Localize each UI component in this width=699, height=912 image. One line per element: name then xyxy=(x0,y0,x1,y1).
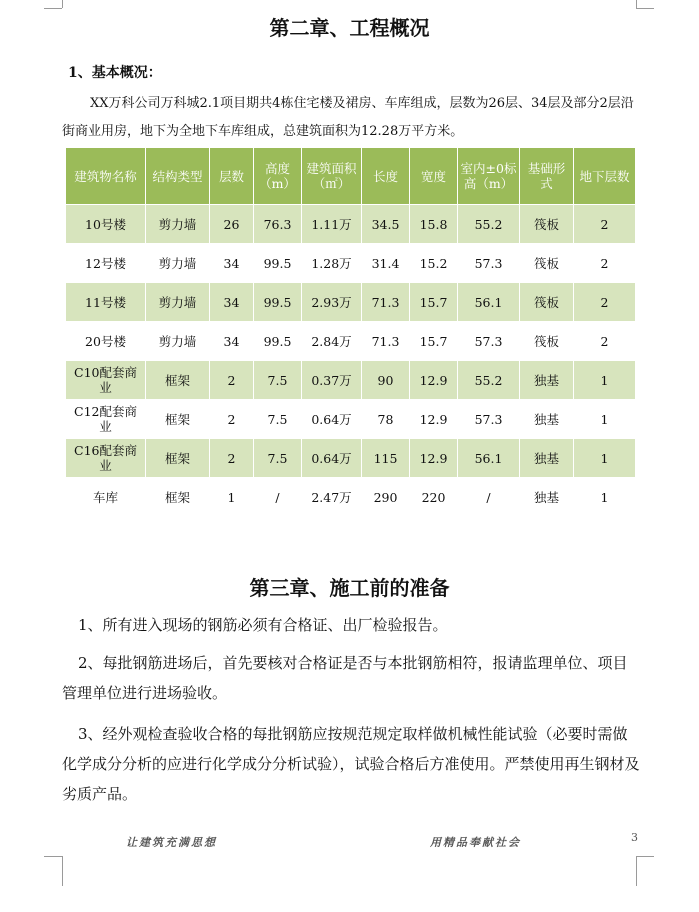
header-width: 宽度 xyxy=(410,148,458,205)
cell-basement: 1 xyxy=(574,400,636,439)
prep-item-3: 3、经外观检查验收合格的每批钢筋应按规范规定取样做机械性能试验（必要时需做化学成分分析的应进行化学成分分析试验），试验合格后方准使用。严禁使用再生钢材及劣质产品。 xyxy=(62,725,640,803)
footer-left-slogan: 让建筑充满思想 xyxy=(126,836,217,849)
cell-structure: 框架 xyxy=(146,400,210,439)
cell-basement: 2 xyxy=(574,283,636,322)
table-row xyxy=(66,439,636,478)
cell-floors: 2 xyxy=(210,361,254,400)
crop-mark xyxy=(636,856,637,886)
cell-elevation: 57.3 xyxy=(458,400,520,439)
cell-length: 34.5 xyxy=(362,205,410,244)
table-row xyxy=(66,205,636,244)
cell-height: 76.3 xyxy=(254,205,302,244)
cell-length: 31.4 xyxy=(362,244,410,283)
cell-height: 99.5 xyxy=(254,322,302,361)
cell-elevation: 57.3 xyxy=(458,322,520,361)
cell-area: 1.11万 xyxy=(302,205,362,244)
table-row xyxy=(66,400,636,439)
cell-basement: 2 xyxy=(574,205,636,244)
cell-name: C12配套商业 xyxy=(66,400,146,439)
cell-height: 99.5 xyxy=(254,244,302,283)
cell-structure: 剪力墙 xyxy=(146,205,210,244)
header-floors: 层数 xyxy=(210,148,254,205)
cell-basement: 1 xyxy=(574,439,636,478)
cell-width: 12.9 xyxy=(410,439,458,478)
cell-area: 0.64万 xyxy=(302,439,362,478)
header-structure: 结构类型 xyxy=(146,148,210,205)
cell-structure: 框架 xyxy=(146,439,210,478)
cell-name: 12号楼 xyxy=(66,244,146,283)
crop-mark xyxy=(62,0,63,8)
header-height: 高度（m） xyxy=(254,148,302,205)
header-foundation: 基础形式 xyxy=(520,148,574,205)
table-row xyxy=(66,478,636,517)
cell-foundation: 筏板 xyxy=(520,322,574,361)
cell-floors: 34 xyxy=(210,244,254,283)
cell-height: 7.5 xyxy=(254,439,302,478)
section1-heading: 1、基本概况： xyxy=(68,65,162,81)
cell-floors: 34 xyxy=(210,322,254,361)
cell-foundation: 独基 xyxy=(520,361,574,400)
cell-elevation: 56.1 xyxy=(458,283,520,322)
cell-width: 15.7 xyxy=(410,322,458,361)
building-overview-table xyxy=(65,147,636,517)
prep-item-2: 2、每批钢筋进场后，首先要核对合格证是否与本批钢筋相符，报请监理单位、项目管理单位进行进场验收。 xyxy=(62,654,628,702)
cell-height: 7.5 xyxy=(254,361,302,400)
header-elevation: 室内±0标高（m） xyxy=(458,148,520,205)
cell-floors: 2 xyxy=(210,400,254,439)
cell-height: 7.5 xyxy=(254,400,302,439)
cell-structure: 剪力墙 xyxy=(146,283,210,322)
cell-name: C16配套商业 xyxy=(66,439,146,478)
cell-width: 15.2 xyxy=(410,244,458,283)
cell-structure: 框架 xyxy=(146,361,210,400)
crop-mark xyxy=(44,8,62,9)
cell-height: / xyxy=(254,478,302,517)
cell-foundation: 独基 xyxy=(520,439,574,478)
cell-length: 71.3 xyxy=(362,322,410,361)
cell-length: 90 xyxy=(362,361,410,400)
intro-paragraph: XX万科公司万科城2.1项目期共4栋住宅楼及裙房、车库组成，层数为26层、34层及部分2层沿街商业用房，地下为全地下车库组成，总建筑面积为12.28万平方米。 xyxy=(62,96,634,139)
cell-basement: 2 xyxy=(574,244,636,283)
cell-foundation: 筏板 xyxy=(520,244,574,283)
cell-width: 15.8 xyxy=(410,205,458,244)
table-row xyxy=(66,361,636,400)
cell-elevation: 55.2 xyxy=(458,205,520,244)
cell-length: 71.3 xyxy=(362,283,410,322)
cell-basement: 1 xyxy=(574,361,636,400)
cell-length: 78 xyxy=(362,400,410,439)
prep-item-1: 1、所有进入现场的钢筋必须有合格证、出厂检验报告。 xyxy=(78,616,448,634)
chapter3-title: 第三章、施工前的准备 xyxy=(249,576,450,600)
crop-mark xyxy=(636,0,637,8)
cell-elevation: / xyxy=(458,478,520,517)
cell-elevation: 56.1 xyxy=(458,439,520,478)
table-header-row xyxy=(66,148,636,205)
cell-foundation: 筏板 xyxy=(520,205,574,244)
cell-name: 11号楼 xyxy=(66,283,146,322)
cell-width: 12.9 xyxy=(410,400,458,439)
chapter2-title: 第二章、工程概况 xyxy=(269,16,430,40)
header-name: 建筑物名称 xyxy=(66,148,146,205)
cell-name: 10号楼 xyxy=(66,205,146,244)
footer-right-slogan: 用精品奉献社会 xyxy=(430,836,521,849)
cell-elevation: 55.2 xyxy=(458,361,520,400)
header-area: 建筑面积（㎡） xyxy=(302,148,362,205)
cell-foundation: 独基 xyxy=(520,400,574,439)
cell-structure: 剪力墙 xyxy=(146,244,210,283)
table-row xyxy=(66,322,636,361)
cell-structure: 框架 xyxy=(146,478,210,517)
cell-length: 290 xyxy=(362,478,410,517)
cell-area: 2.84万 xyxy=(302,322,362,361)
cell-elevation: 57.3 xyxy=(458,244,520,283)
cell-area: 0.37万 xyxy=(302,361,362,400)
cell-height: 99.5 xyxy=(254,283,302,322)
cell-structure: 剪力墙 xyxy=(146,322,210,361)
cell-floors: 34 xyxy=(210,283,254,322)
cell-area: 1.28万 xyxy=(302,244,362,283)
cell-foundation: 筏板 xyxy=(520,283,574,322)
header-basement: 地下层数 xyxy=(574,148,636,205)
cell-name: C10配套商业 xyxy=(66,361,146,400)
crop-mark xyxy=(636,856,654,857)
table-row xyxy=(66,244,636,283)
table-row xyxy=(66,283,636,322)
cell-area: 2.47万 xyxy=(302,478,362,517)
page-number: 3 xyxy=(631,831,638,844)
header-length: 长度 xyxy=(362,148,410,205)
crop-mark xyxy=(62,856,63,886)
cell-basement: 2 xyxy=(574,322,636,361)
cell-width: 220 xyxy=(410,478,458,517)
cell-width: 15.7 xyxy=(410,283,458,322)
crop-mark xyxy=(636,8,654,9)
cell-floors: 1 xyxy=(210,478,254,517)
cell-area: 0.64万 xyxy=(302,400,362,439)
cell-basement: 1 xyxy=(574,478,636,517)
cell-floors: 26 xyxy=(210,205,254,244)
cell-length: 115 xyxy=(362,439,410,478)
crop-mark xyxy=(44,856,62,857)
cell-name: 20号楼 xyxy=(66,322,146,361)
cell-floors: 2 xyxy=(210,439,254,478)
cell-area: 2.93万 xyxy=(302,283,362,322)
cell-width: 12.9 xyxy=(410,361,458,400)
cell-name: 车库 xyxy=(66,478,146,517)
cell-foundation: 独基 xyxy=(520,478,574,517)
